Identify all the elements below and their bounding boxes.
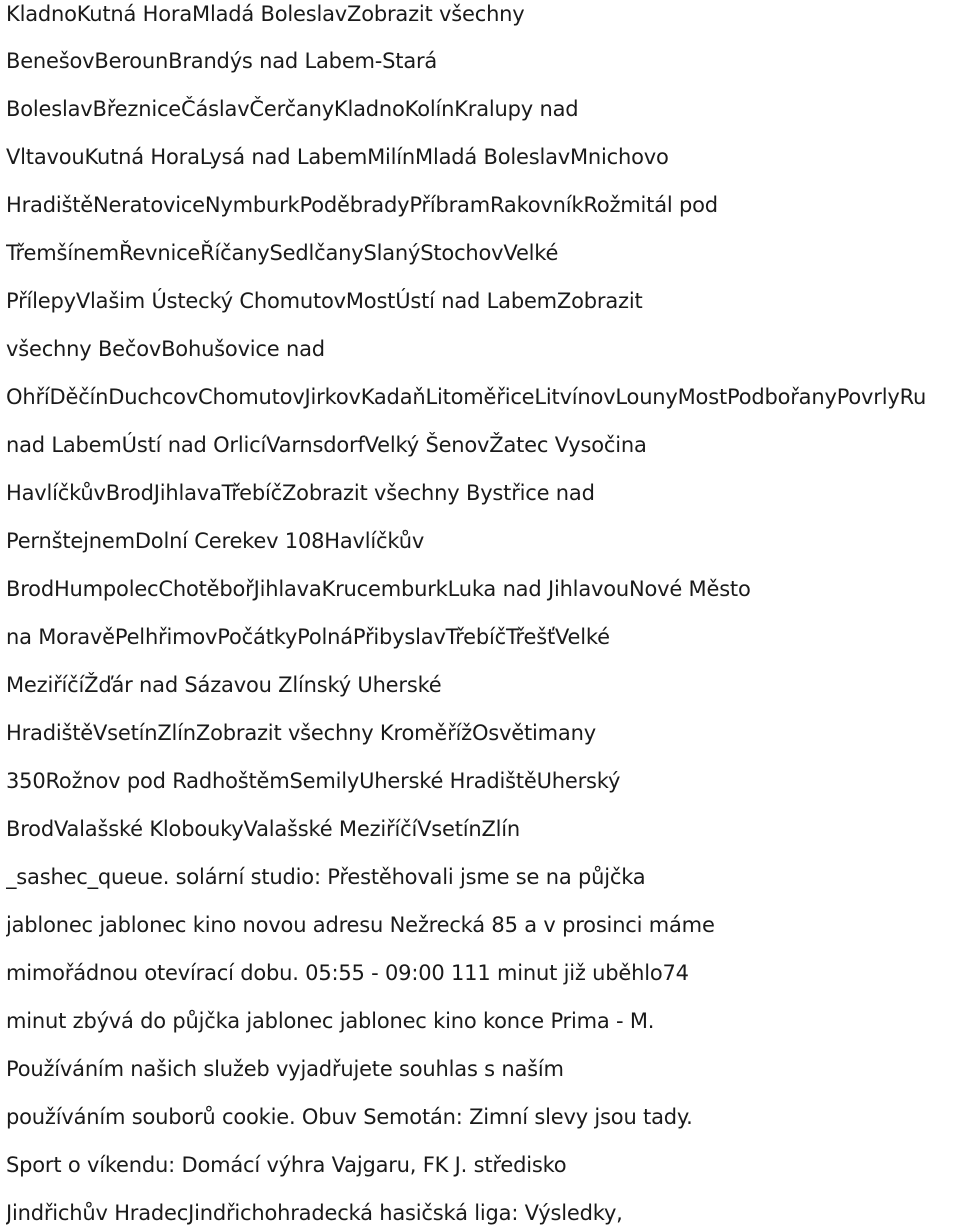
text-line-14: na MoravěPelhřimovPočátkyPolnáPřibyslavTřebíčTřešťVelké	[6, 625, 610, 649]
text-line-24: používáním souborů cookie. Obuv Semotán: Zimní slevy jsou tady.	[6, 1105, 693, 1129]
text-line-1: KladnoKutná HoraMladá BoleslavZobrazit všechny	[6, 2, 525, 26]
text-line-2: BenešovBerounBrandýs nad Labem-Stará	[6, 49, 438, 73]
text-line-7: PřílepyVlašim Ústecký ChomutovMostÚstí nad LabemZobrazit	[6, 289, 643, 313]
text-line-18: BrodValašské KloboukyValašské MeziříčíVsetínZlín	[6, 817, 521, 841]
text-line-11: HavlíčkůvBrodJihlavaTřebíčZobrazit všechny Bystřice nad	[6, 481, 595, 505]
text-line-20: jablonec jablonec kino novou adresu Nežrecká 85 a v prosinci máme	[6, 913, 715, 937]
text-line-17: 350Rožnov pod RadhoštěmSemilyUherské HradištěUherský	[6, 769, 621, 793]
text-line-23: Používáním našich služeb vyjadřujete souhlas s naším	[6, 1057, 564, 1081]
text-line-25: Sport o víkendu: Domácí výhra Vajgaru, FK J. středisko	[6, 1153, 567, 1177]
text-line-6: TřemšínemŘevniceŘíčanySedlčanySlanýStochovVelké	[6, 241, 559, 265]
text-line-10: nad LabemÚstí nad OrlicíVarnsdorfVelký ŠenovŽatec Vysočina	[6, 433, 647, 457]
text-line-9: OhříDěčínDuchcovChomutovJirkovKadaňLitoměřiceLitvínovLounyMostPodbořanyPovrlyRu	[6, 385, 927, 409]
text-line-22: minut zbývá do půjčka jablonec jablonec kino konce Prima - M.	[6, 1009, 655, 1033]
text-line-21: mimořádnou otevírací dobu. 05:55 - 09:00 111 minut již uběhlo74	[6, 961, 689, 985]
text-line-12: PernštejnemDolní Cerekev 108Havlíčkův	[6, 529, 425, 553]
text-line-15: MeziříčíŽďár nad Sázavou Zlínský Uherské	[6, 673, 442, 697]
text-line-26: Jindřichův HradecJindřichohradecká hasičská liga: Výsledky,	[6, 1201, 623, 1225]
text-line-5: HradištěNeratoviceNymburkPoděbradyPříbramRakovníkRožmitál pod	[6, 193, 718, 217]
text-line-4: VltavouKutná HoraLysá nad LabemMilínMladá BoleslavMnichovo	[6, 145, 669, 169]
text-line-19: _sashec_queue. solární studio: Přestěhovali jsme se na půjčka	[6, 865, 646, 889]
text-line-16: HradištěVsetínZlínZobrazit všechny KroměřížOsvětimany	[6, 721, 596, 745]
text-line-3: BoleslavBřezniceČáslavČerčanyKladnoKolínKralupy nad	[6, 97, 579, 121]
text-line-8: všechny BečovBohušovice nad	[6, 337, 325, 361]
text-line-13: BrodHumpolecChotěbořJihlavaKrucemburkLuka nad JihlavouNové Město	[6, 577, 751, 601]
